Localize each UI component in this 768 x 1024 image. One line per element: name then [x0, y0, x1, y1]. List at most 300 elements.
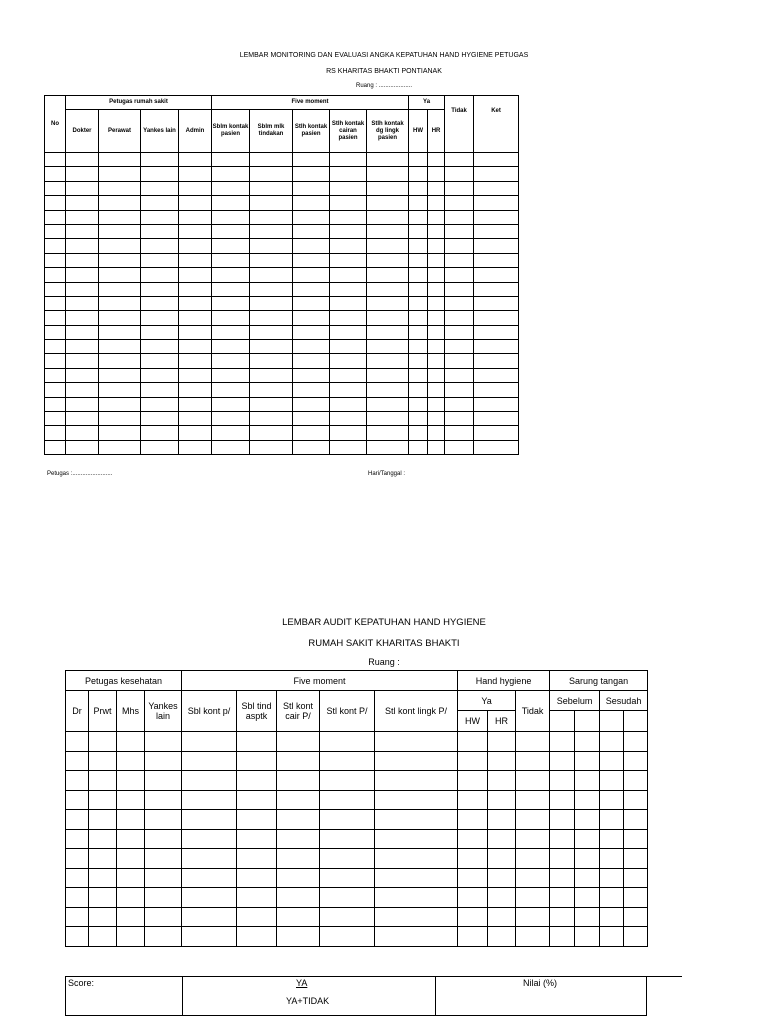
form-cell[interactable] — [458, 829, 488, 849]
form-cell[interactable] — [179, 181, 212, 195]
form-cell[interactable] — [600, 751, 624, 771]
form-cell[interactable] — [212, 340, 250, 354]
form-cell[interactable] — [293, 368, 330, 382]
form-cell[interactable] — [66, 296, 99, 310]
form-cell[interactable] — [330, 354, 367, 368]
form-cell[interactable] — [99, 167, 141, 181]
form-cell[interactable] — [367, 311, 409, 325]
form-cell[interactable] — [600, 907, 624, 927]
form-cell[interactable] — [428, 253, 445, 267]
form-cell[interactable] — [458, 751, 488, 771]
form-cell[interactable] — [141, 325, 179, 339]
form-cell[interactable] — [428, 426, 445, 440]
form-cell[interactable] — [212, 253, 250, 267]
form-cell[interactable] — [250, 397, 293, 411]
form-cell[interactable] — [458, 771, 488, 791]
form-cell[interactable] — [458, 927, 488, 947]
form-cell[interactable] — [330, 340, 367, 354]
form-cell[interactable] — [428, 239, 445, 253]
form-cell[interactable] — [445, 412, 474, 426]
form-cell[interactable] — [600, 829, 624, 849]
form-cell[interactable] — [45, 181, 66, 195]
form-cell[interactable] — [212, 210, 250, 224]
form-cell[interactable] — [330, 440, 367, 454]
form-cell[interactable] — [550, 790, 575, 810]
form-cell[interactable] — [330, 181, 367, 195]
form-cell[interactable] — [45, 239, 66, 253]
form-cell[interactable] — [474, 368, 519, 382]
form-cell[interactable] — [179, 253, 212, 267]
form-cell[interactable] — [141, 383, 179, 397]
form-cell[interactable] — [330, 426, 367, 440]
form-cell[interactable] — [277, 888, 320, 908]
form-cell[interactable] — [445, 253, 474, 267]
form-cell[interactable] — [550, 868, 575, 888]
form-cell[interactable] — [409, 181, 428, 195]
form-cell[interactable] — [488, 810, 516, 830]
form-cell[interactable] — [409, 210, 428, 224]
form-cell[interactable] — [141, 296, 179, 310]
form-cell[interactable] — [293, 311, 330, 325]
form-cell[interactable] — [516, 849, 550, 869]
form-cell[interactable] — [445, 268, 474, 282]
form-cell[interactable] — [250, 282, 293, 296]
form-cell[interactable] — [330, 368, 367, 382]
form-cell[interactable] — [66, 383, 99, 397]
form-cell[interactable] — [409, 440, 428, 454]
form-cell[interactable] — [488, 868, 516, 888]
form-cell[interactable] — [367, 296, 409, 310]
form-cell[interactable] — [330, 296, 367, 310]
form-cell[interactable] — [575, 927, 600, 947]
form-cell[interactable] — [99, 282, 141, 296]
form-cell[interactable] — [516, 927, 550, 947]
form-cell[interactable] — [237, 888, 277, 908]
form-cell[interactable] — [179, 282, 212, 296]
form-cell[interactable] — [488, 751, 516, 771]
form-cell[interactable] — [367, 440, 409, 454]
form-cell[interactable] — [474, 354, 519, 368]
form-cell[interactable] — [237, 751, 277, 771]
form-cell[interactable] — [212, 311, 250, 325]
form-cell[interactable] — [250, 440, 293, 454]
form-cell[interactable] — [45, 383, 66, 397]
form-cell[interactable] — [474, 167, 519, 181]
form-cell[interactable] — [409, 412, 428, 426]
form-cell[interactable] — [488, 790, 516, 810]
form-cell[interactable] — [179, 268, 212, 282]
form-cell[interactable] — [600, 888, 624, 908]
form-cell[interactable] — [141, 397, 179, 411]
form-cell[interactable] — [445, 181, 474, 195]
form-cell[interactable] — [320, 790, 375, 810]
form-cell[interactable] — [474, 412, 519, 426]
form-cell[interactable] — [488, 907, 516, 927]
form-cell[interactable] — [320, 888, 375, 908]
form-cell[interactable] — [575, 907, 600, 927]
form-cell[interactable] — [250, 181, 293, 195]
form-cell[interactable] — [237, 771, 277, 791]
form-cell[interactable] — [145, 868, 182, 888]
form-cell[interactable] — [330, 196, 367, 210]
form-cell[interactable] — [330, 311, 367, 325]
form-cell[interactable] — [516, 907, 550, 927]
form-cell[interactable] — [117, 907, 145, 927]
form-cell[interactable] — [250, 325, 293, 339]
form-cell[interactable] — [145, 849, 182, 869]
form-cell[interactable] — [45, 153, 66, 167]
form-cell[interactable] — [409, 224, 428, 238]
form-cell[interactable] — [117, 849, 145, 869]
form-cell[interactable] — [409, 282, 428, 296]
form-cell[interactable] — [141, 153, 179, 167]
form-cell[interactable] — [237, 907, 277, 927]
form-cell[interactable] — [409, 167, 428, 181]
form-cell[interactable] — [45, 368, 66, 382]
form-cell[interactable] — [445, 368, 474, 382]
form-cell[interactable] — [45, 167, 66, 181]
form-cell[interactable] — [320, 829, 375, 849]
form-cell[interactable] — [474, 253, 519, 267]
form-cell[interactable] — [624, 888, 648, 908]
form-cell[interactable] — [141, 253, 179, 267]
form-cell[interactable] — [45, 412, 66, 426]
form-cell[interactable] — [445, 383, 474, 397]
form-cell[interactable] — [99, 253, 141, 267]
form-cell[interactable] — [179, 239, 212, 253]
form-cell[interactable] — [277, 790, 320, 810]
form-cell[interactable] — [66, 268, 99, 282]
form-cell[interactable] — [367, 210, 409, 224]
form-cell[interactable] — [488, 829, 516, 849]
form-cell[interactable] — [367, 268, 409, 282]
form-cell[interactable] — [277, 771, 320, 791]
form-cell[interactable] — [550, 927, 575, 947]
form-cell[interactable] — [212, 153, 250, 167]
form-cell[interactable] — [575, 868, 600, 888]
form-cell[interactable] — [550, 751, 575, 771]
form-cell[interactable] — [428, 167, 445, 181]
form-cell[interactable] — [367, 354, 409, 368]
form-cell[interactable] — [212, 268, 250, 282]
form-cell[interactable] — [117, 868, 145, 888]
form-cell[interactable] — [237, 732, 277, 752]
form-cell[interactable] — [474, 268, 519, 282]
form-cell[interactable] — [474, 325, 519, 339]
form-cell[interactable] — [182, 829, 237, 849]
form-cell[interactable] — [458, 888, 488, 908]
form-cell[interactable] — [445, 340, 474, 354]
form-cell[interactable] — [320, 732, 375, 752]
form-cell[interactable] — [474, 181, 519, 195]
form-cell[interactable] — [141, 167, 179, 181]
form-cell[interactable] — [250, 196, 293, 210]
form-cell[interactable] — [66, 239, 99, 253]
form-cell[interactable] — [600, 868, 624, 888]
form-cell[interactable] — [99, 440, 141, 454]
form-cell[interactable] — [293, 181, 330, 195]
form-cell[interactable] — [367, 325, 409, 339]
form-cell[interactable] — [445, 153, 474, 167]
form-cell[interactable] — [367, 181, 409, 195]
form-cell[interactable] — [293, 167, 330, 181]
form-cell[interactable] — [367, 340, 409, 354]
form-cell[interactable] — [179, 296, 212, 310]
form-cell[interactable] — [250, 268, 293, 282]
form-cell[interactable] — [330, 239, 367, 253]
form-cell[interactable] — [277, 829, 320, 849]
form-cell[interactable] — [293, 440, 330, 454]
form-cell[interactable] — [179, 426, 212, 440]
form-cell[interactable] — [182, 888, 237, 908]
form-cell[interactable] — [99, 412, 141, 426]
form-cell[interactable] — [445, 440, 474, 454]
form-cell[interactable] — [474, 239, 519, 253]
form-cell[interactable] — [66, 849, 89, 869]
form-cell[interactable] — [117, 790, 145, 810]
form-cell[interactable] — [516, 790, 550, 810]
form-cell[interactable] — [237, 849, 277, 869]
form-cell[interactable] — [445, 311, 474, 325]
form-cell[interactable] — [145, 888, 182, 908]
form-cell[interactable] — [89, 849, 117, 869]
form-cell[interactable] — [428, 383, 445, 397]
form-cell[interactable] — [367, 368, 409, 382]
form-cell[interactable] — [293, 383, 330, 397]
form-cell[interactable] — [277, 907, 320, 927]
form-cell[interactable] — [66, 224, 99, 238]
form-cell[interactable] — [488, 849, 516, 869]
form-cell[interactable] — [320, 849, 375, 869]
form-cell[interactable] — [179, 383, 212, 397]
form-cell[interactable] — [66, 927, 89, 947]
form-cell[interactable] — [212, 426, 250, 440]
form-cell[interactable] — [445, 224, 474, 238]
form-cell[interactable] — [367, 224, 409, 238]
form-cell[interactable] — [45, 311, 66, 325]
form-cell[interactable] — [375, 907, 458, 927]
form-cell[interactable] — [179, 440, 212, 454]
form-cell[interactable] — [474, 153, 519, 167]
form-cell[interactable] — [375, 771, 458, 791]
form-cell[interactable] — [320, 771, 375, 791]
form-cell[interactable] — [428, 325, 445, 339]
form-cell[interactable] — [99, 368, 141, 382]
form-cell[interactable] — [212, 167, 250, 181]
form-cell[interactable] — [141, 440, 179, 454]
form-cell[interactable] — [250, 354, 293, 368]
form-cell[interactable] — [66, 412, 99, 426]
form-cell[interactable] — [89, 732, 117, 752]
form-cell[interactable] — [145, 790, 182, 810]
form-cell[interactable] — [117, 829, 145, 849]
form-cell[interactable] — [624, 790, 648, 810]
form-cell[interactable] — [293, 196, 330, 210]
form-cell[interactable] — [182, 810, 237, 830]
form-cell[interactable] — [367, 412, 409, 426]
form-cell[interactable] — [409, 253, 428, 267]
form-cell[interactable] — [293, 153, 330, 167]
form-cell[interactable] — [516, 732, 550, 752]
form-cell[interactable] — [293, 354, 330, 368]
form-cell[interactable] — [179, 196, 212, 210]
form-cell[interactable] — [250, 210, 293, 224]
form-cell[interactable] — [66, 771, 89, 791]
form-cell[interactable] — [367, 426, 409, 440]
form-cell[interactable] — [458, 868, 488, 888]
form-cell[interactable] — [409, 268, 428, 282]
form-cell[interactable] — [141, 368, 179, 382]
form-cell[interactable] — [66, 440, 99, 454]
form-cell[interactable] — [250, 253, 293, 267]
form-cell[interactable] — [45, 282, 66, 296]
form-cell[interactable] — [66, 888, 89, 908]
form-cell[interactable] — [145, 751, 182, 771]
form-cell[interactable] — [250, 239, 293, 253]
form-cell[interactable] — [45, 268, 66, 282]
form-cell[interactable] — [375, 868, 458, 888]
form-cell[interactable] — [575, 849, 600, 869]
form-cell[interactable] — [575, 888, 600, 908]
form-cell[interactable] — [575, 810, 600, 830]
form-cell[interactable] — [66, 181, 99, 195]
form-cell[interactable] — [474, 210, 519, 224]
form-cell[interactable] — [66, 790, 89, 810]
form-cell[interactable] — [117, 888, 145, 908]
form-cell[interactable] — [45, 354, 66, 368]
form-cell[interactable] — [99, 210, 141, 224]
form-cell[interactable] — [66, 340, 99, 354]
form-cell[interactable] — [550, 888, 575, 908]
form-cell[interactable] — [445, 196, 474, 210]
form-cell[interactable] — [237, 927, 277, 947]
form-cell[interactable] — [293, 210, 330, 224]
form-cell[interactable] — [367, 153, 409, 167]
form-cell[interactable] — [330, 167, 367, 181]
form-cell[interactable] — [45, 296, 66, 310]
form-cell[interactable] — [375, 888, 458, 908]
form-cell[interactable] — [99, 383, 141, 397]
form-cell[interactable] — [330, 253, 367, 267]
form-cell[interactable] — [99, 311, 141, 325]
form-cell[interactable] — [428, 368, 445, 382]
form-cell[interactable] — [293, 397, 330, 411]
form-cell[interactable] — [428, 210, 445, 224]
form-cell[interactable] — [212, 181, 250, 195]
form-cell[interactable] — [330, 224, 367, 238]
form-cell[interactable] — [277, 849, 320, 869]
form-cell[interactable] — [550, 771, 575, 791]
form-cell[interactable] — [182, 868, 237, 888]
form-cell[interactable] — [212, 325, 250, 339]
form-cell[interactable] — [45, 224, 66, 238]
form-cell[interactable] — [66, 311, 99, 325]
form-cell[interactable] — [250, 383, 293, 397]
form-cell[interactable] — [89, 810, 117, 830]
form-cell[interactable] — [212, 354, 250, 368]
form-cell[interactable] — [182, 771, 237, 791]
form-cell[interactable] — [367, 397, 409, 411]
form-cell[interactable] — [330, 383, 367, 397]
form-cell[interactable] — [45, 253, 66, 267]
form-cell[interactable] — [474, 224, 519, 238]
form-cell[interactable] — [428, 153, 445, 167]
form-cell[interactable] — [45, 340, 66, 354]
form-cell[interactable] — [66, 868, 89, 888]
form-cell[interactable] — [320, 810, 375, 830]
form-cell[interactable] — [409, 196, 428, 210]
form-cell[interactable] — [600, 790, 624, 810]
form-cell[interactable] — [550, 849, 575, 869]
form-cell[interactable] — [89, 790, 117, 810]
form-cell[interactable] — [624, 829, 648, 849]
form-cell[interactable] — [45, 397, 66, 411]
form-cell[interactable] — [212, 196, 250, 210]
form-cell[interactable] — [409, 153, 428, 167]
form-cell[interactable] — [212, 224, 250, 238]
form-cell[interactable] — [182, 907, 237, 927]
form-cell[interactable] — [516, 771, 550, 791]
form-cell[interactable] — [117, 751, 145, 771]
form-cell[interactable] — [66, 210, 99, 224]
form-cell[interactable] — [99, 268, 141, 282]
form-cell[interactable] — [624, 771, 648, 791]
form-cell[interactable] — [428, 440, 445, 454]
form-cell[interactable] — [293, 296, 330, 310]
form-cell[interactable] — [624, 907, 648, 927]
form-cell[interactable] — [330, 325, 367, 339]
form-cell[interactable] — [237, 868, 277, 888]
form-cell[interactable] — [141, 282, 179, 296]
form-cell[interactable] — [375, 829, 458, 849]
form-cell[interactable] — [45, 196, 66, 210]
form-cell[interactable] — [117, 810, 145, 830]
form-cell[interactable] — [375, 849, 458, 869]
form-cell[interactable] — [66, 196, 99, 210]
form-cell[interactable] — [99, 181, 141, 195]
form-cell[interactable] — [99, 397, 141, 411]
form-cell[interactable] — [409, 340, 428, 354]
form-cell[interactable] — [277, 732, 320, 752]
form-cell[interactable] — [250, 426, 293, 440]
form-cell[interactable] — [145, 771, 182, 791]
form-cell[interactable] — [445, 239, 474, 253]
form-cell[interactable] — [516, 868, 550, 888]
form-cell[interactable] — [89, 751, 117, 771]
form-cell[interactable] — [182, 849, 237, 869]
form-cell[interactable] — [117, 771, 145, 791]
form-cell[interactable] — [367, 196, 409, 210]
form-cell[interactable] — [367, 167, 409, 181]
form-cell[interactable] — [89, 868, 117, 888]
form-cell[interactable] — [141, 412, 179, 426]
form-cell[interactable] — [179, 153, 212, 167]
form-cell[interactable] — [250, 224, 293, 238]
form-cell[interactable] — [330, 412, 367, 426]
form-cell[interactable] — [99, 296, 141, 310]
form-cell[interactable] — [516, 751, 550, 771]
form-cell[interactable] — [409, 296, 428, 310]
form-cell[interactable] — [212, 239, 250, 253]
form-cell[interactable] — [293, 426, 330, 440]
form-cell[interactable] — [458, 849, 488, 869]
form-cell[interactable] — [141, 268, 179, 282]
form-cell[interactable] — [445, 296, 474, 310]
form-cell[interactable] — [409, 383, 428, 397]
form-cell[interactable] — [474, 397, 519, 411]
form-cell[interactable] — [445, 325, 474, 339]
form-cell[interactable] — [145, 732, 182, 752]
